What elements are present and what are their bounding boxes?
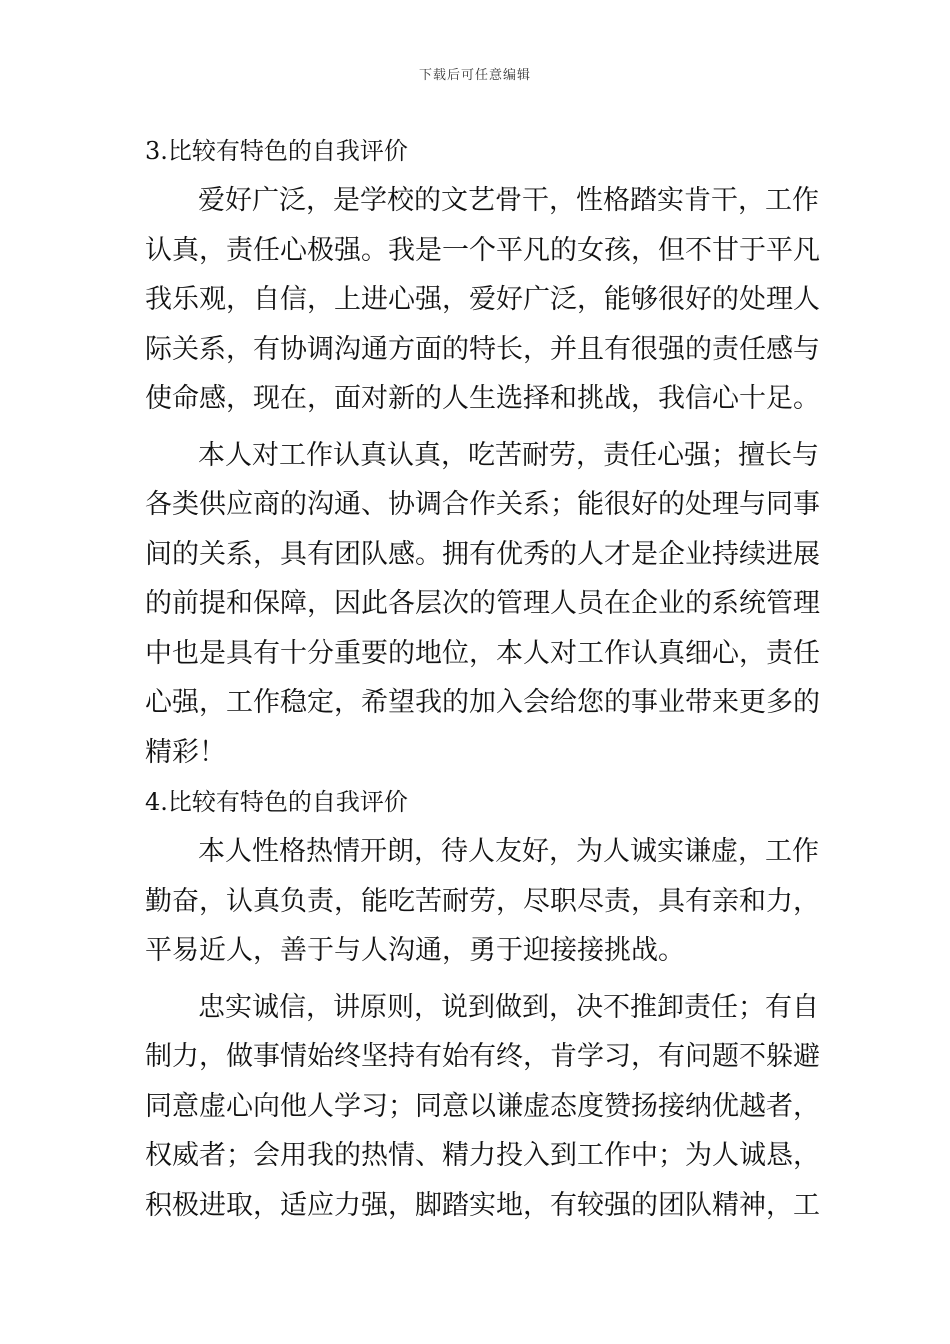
text-line: 中也是具有十分重要的地位，本人对工作认真细心，责任 xyxy=(145,637,820,669)
text-line: 本人性格热情开朗，待人友好，为人诚实谦虚，工作 xyxy=(198,836,819,867)
paragraph xyxy=(145,176,820,424)
paragraph xyxy=(145,983,820,1231)
text-line: 的前提和保障，因此各层次的管理人员在企业的系统管理 xyxy=(145,588,820,619)
text-line: 制力，做事情始终坚持有始有终，肯学习，有问题不躲避 xyxy=(145,1041,820,1072)
text-line: 忠实诚信，讲原则，说到做到，决不推卸责任；有自 xyxy=(198,991,819,1023)
text-line: 我乐观，自信，上进心强，爱好广泛，能够很好的处理人 xyxy=(145,284,820,315)
text-line: 心强，工作稳定，希望我的加入会给您的事业带来更多的 xyxy=(145,687,820,718)
text-line: 本人对工作认真认真，吃苦耐劳，责任心强；擅长与 xyxy=(198,439,819,471)
paragraph xyxy=(145,827,820,976)
text-line: 平易近人，善于与人沟通，勇于迎接接挑战。 xyxy=(145,935,685,966)
text-line: 权威者；会用我的热情、精力投入到工作中；为人诚恳， xyxy=(145,1140,820,1171)
text-line: 精彩！ xyxy=(145,736,226,768)
text-line: 各类供应商的沟通、协调合作关系；能很好的处理与同事 xyxy=(145,489,820,520)
text-line: 际关系，有协调沟通方面的特长，并且有很强的责任感与 xyxy=(145,333,820,365)
section-heading-4: 4.比较有特色的自我评价 xyxy=(145,788,408,816)
text-line: 使命感，现在，面对新的人生选择和挑战，我信心十足。 xyxy=(145,383,820,414)
section-heading-3: 3.比较有特色的自我评价 xyxy=(145,137,408,165)
text-line: 积极进取，适应力强，脚踏实地，有较强的团队精神，工 xyxy=(145,1189,820,1221)
text-line: 爱好广泛，是学校的文艺骨干，性格踏实肯干，工作 xyxy=(198,185,819,216)
text-line: 间的关系，具有团队感。拥有优秀的人才是企业持续进展 xyxy=(145,538,820,570)
paragraph xyxy=(145,431,820,778)
text-line: 同意虚心向他人学习；同意以谦虚态度赞扬接纳优越者， xyxy=(145,1090,820,1122)
header-note: 下载后可任意编辑 xyxy=(418,68,531,83)
text-line: 认真，责任心极强。我是一个平凡的女孩，但不甘于平凡 xyxy=(145,234,820,266)
text-line: 勤奋，认真负责，能吃苦耐劳，尽职尽责，具有亲和力， xyxy=(145,885,820,917)
document-body xyxy=(145,126,820,1230)
